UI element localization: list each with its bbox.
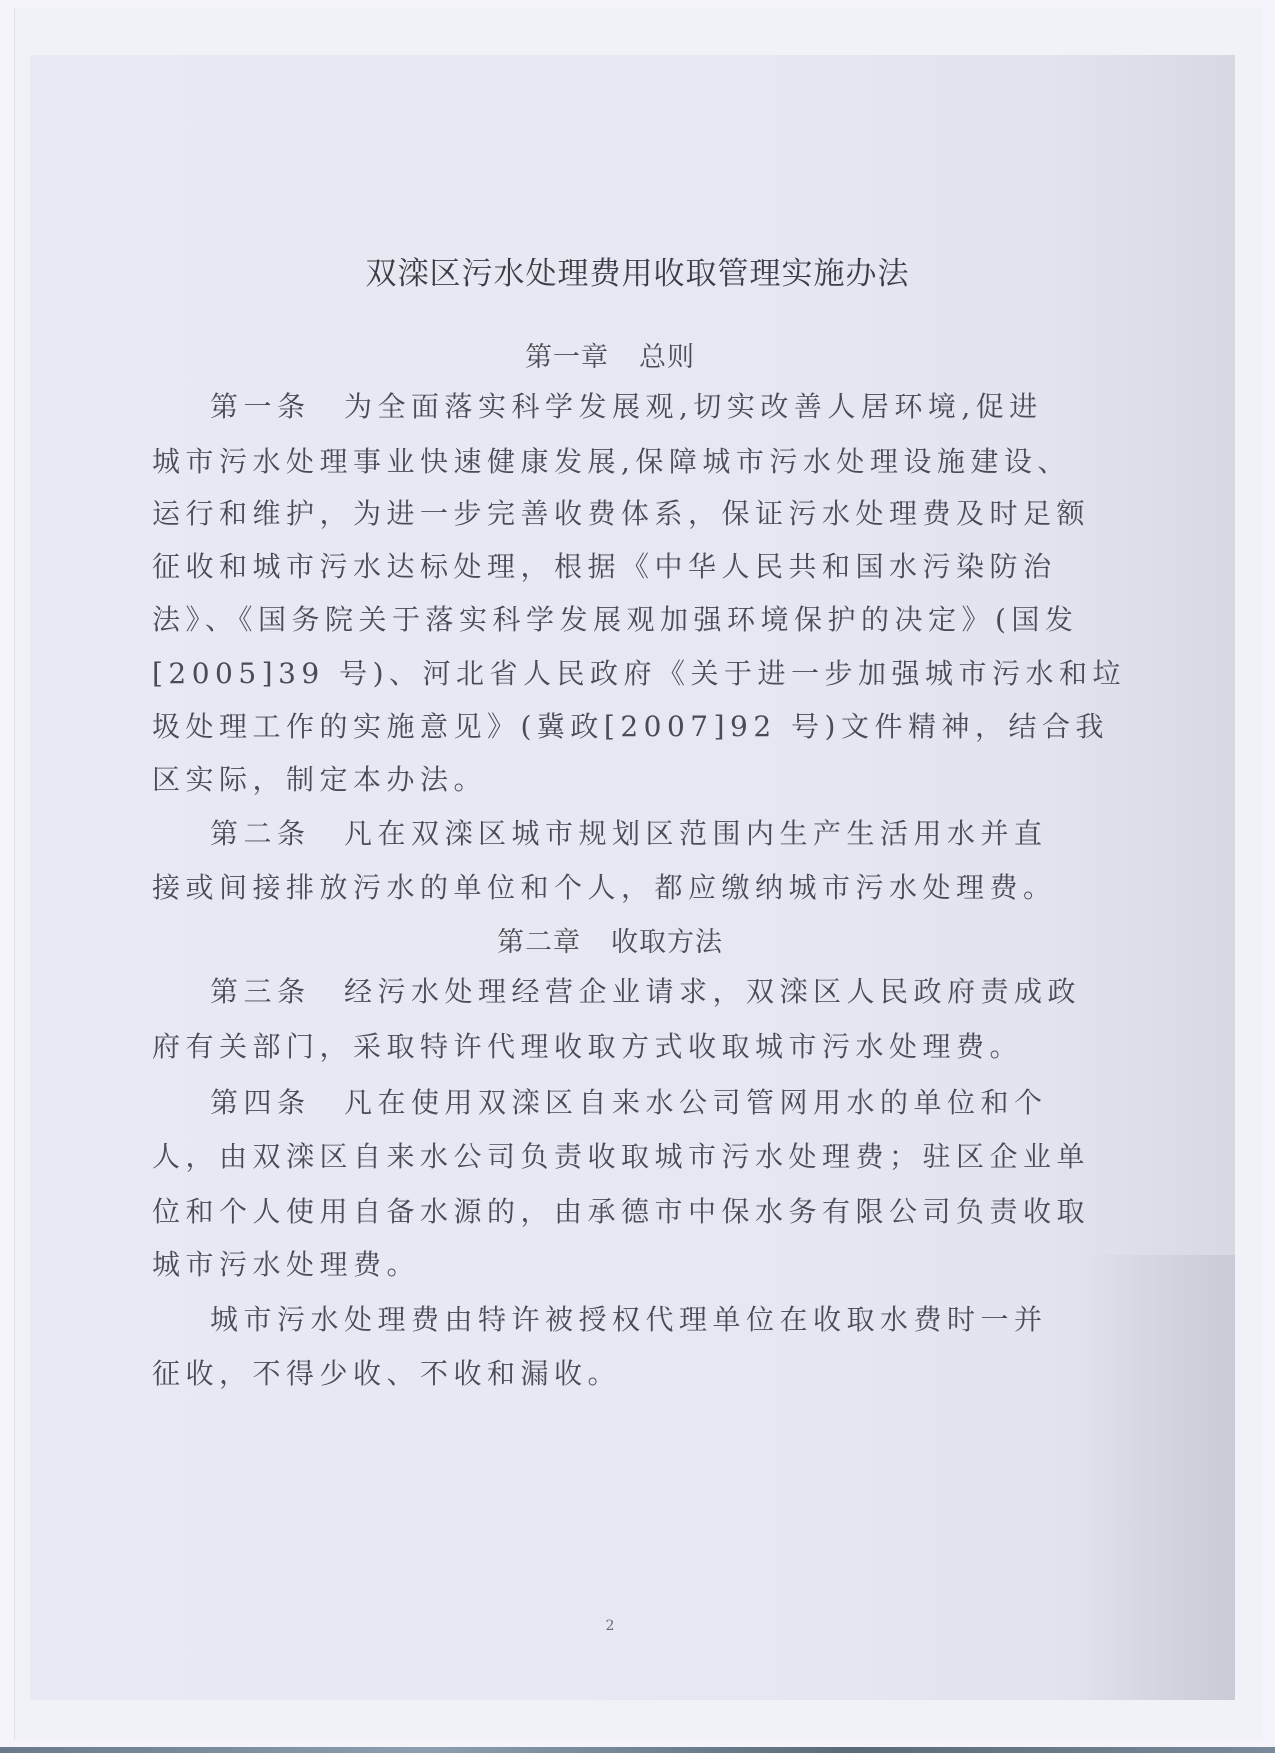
article-4-line-2: 人，由双滦区自来水公司负责收取城市污水处理费；驻区企业单 xyxy=(152,1140,1091,1173)
article-1-line-2: 城市污水处理事业快速健康发展,保障城市污水处理设施建设、 xyxy=(152,445,1071,478)
article-1-line-1: 第一条 为全面落实科学发展观,切实改善人居环境,促进 xyxy=(210,390,1043,423)
article-1-line-7: 圾处理工作的实施意见》(冀政[2007]92 号)文件精神，结合我 xyxy=(152,710,1109,743)
article-4-para-2-line-2: 征收，不得少收、不收和漏收。 xyxy=(152,1357,622,1390)
article-3-line-1: 第三条 经污水处理经营企业请求，双滦区人民政府责成政 xyxy=(210,975,1082,1008)
article-1-line-5: 法》、《国务院关于落实科学发展观加强环境保护的决定》(国发 xyxy=(152,603,1079,636)
chapter-name: 收取方法 xyxy=(611,927,723,958)
article-4-para-2-line-1: 城市污水处理费由特许被授权代理单位在收取水费时一并 xyxy=(210,1303,1048,1336)
chapter-number: 第一章 xyxy=(525,342,609,373)
page-number: 2 xyxy=(605,1618,615,1634)
article-1-line-4: 征收和城市污水达标处理，根据《中华人民共和国水污染防治 xyxy=(152,550,1057,583)
article-1-line-6: [2005]39 号)、河北省人民政府《关于进一步加强城市污水和垃 xyxy=(152,657,1127,690)
article-1-line-3: 运行和维护，为进一步完善收费体系，保证污水处理费及时足额 xyxy=(152,497,1091,530)
article-4-line-3: 位和个人使用自备水源的，由承德市中保水务有限公司负责收取 xyxy=(152,1195,1091,1228)
article-4-line-1: 第四条 凡在使用双滦区自来水公司管网用水的单位和个 xyxy=(210,1086,1048,1119)
chapter-heading-2 xyxy=(0,920,1220,959)
article-2-line-1: 第二条 凡在双滦区城市规划区范围内生产生活用水并直 xyxy=(210,817,1048,850)
scanner-edge xyxy=(0,1747,1275,1753)
article-1-line-8: 区实际，制定本办法。 xyxy=(152,763,488,796)
chapter-number: 第二章 xyxy=(497,927,581,958)
chapter-name: 总则 xyxy=(639,342,695,373)
document-title: 双滦区污水处理费用收取管理实施办法 xyxy=(365,256,910,292)
article-2-line-2: 接或间接排放污水的单位和个人，都应缴纳城市污水处理费。 xyxy=(152,871,1057,904)
article-3-line-2: 府有关部门，采取特许代理收取方式收取城市污水处理费。 xyxy=(152,1030,1024,1063)
article-4-line-4: 城市污水处理费。 xyxy=(152,1248,421,1281)
chapter-heading-1 xyxy=(0,335,1220,374)
